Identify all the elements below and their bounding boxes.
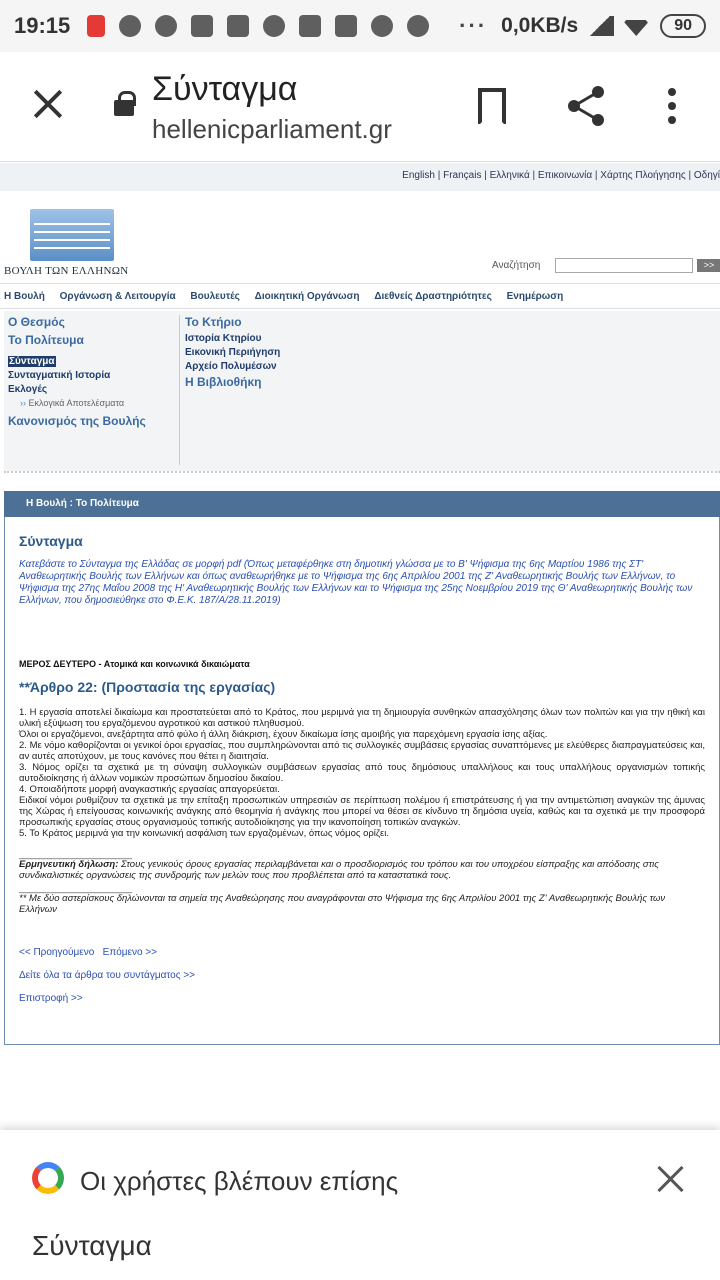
revision-note: ** Με δύο αστερίσκους δηλώνονται τα σημεία της Αναθεώρησης που αναγράφονται στο Ψήφισμα της 6ης Απριλίου 2001 της Ζ' Αναθεωρητικής Βουλής των Ελλήνων (19, 893, 666, 915)
submenu-constitution[interactable]: Σύνταγμα (9, 356, 55, 367)
youtube-icon-2 (227, 15, 249, 37)
language-links[interactable]: English | Français | Ελληνικά | Επικοινωνία | Χάρτης Πλοήγησης | Οδηγί (0, 163, 720, 191)
nav-item-news[interactable]: Ενημέρωση (506, 291, 564, 302)
submenu-building-history[interactable]: Ιστορία Κτηρίου (185, 333, 262, 344)
web-page (0, 163, 720, 1130)
status-time: 19:15 (14, 13, 71, 38)
article-paragraph: 4. Οποιαδήποτε μορφή αναγκαστικής εργασίας απαγορεύεται. (19, 784, 280, 795)
related-result[interactable]: Σύνταγμα (32, 1230, 152, 1261)
submenu-constitutional-history[interactable]: Συνταγματική Ιστορία (8, 370, 111, 381)
double-chevron-icon: ›› (20, 398, 29, 408)
separator-line-2: ____________________________ (19, 883, 132, 893)
close-sheet-icon[interactable] (656, 1164, 686, 1194)
separator-line: ____________________________ (19, 849, 132, 859)
page-title[interactable]: Σύνταγμα (152, 70, 298, 108)
submenu-column-2 (185, 315, 385, 393)
wifi-icon (622, 16, 650, 36)
browser-toolbar (0, 52, 720, 162)
nav-item-international[interactable]: Διεθνείς Δραστηριότητες (374, 291, 492, 302)
youtube-icon (191, 15, 213, 37)
interpretive-label: Ερμηνευτική δήλωση: (19, 859, 119, 870)
submenu-election-results[interactable]: ›› Εκλογικά Αποτελέσματα (20, 398, 125, 408)
article-heading: **Άρθρο 22: (Προστασία της εργασίας) (19, 679, 276, 695)
submenu-rules[interactable]: Κανονισμός της Βουλής (8, 414, 146, 428)
bookmark-icon[interactable] (478, 88, 506, 124)
page-url[interactable]: hellenicparliament.gr (152, 114, 392, 144)
article-paragraph: 1. Η εργασία αποτελεί δικαίωμα και προστατεύεται από το Κράτος, που μεριμνά για τη δημιουργία συνθηκών απασχόλησης όλων των πολιτών και για την ηθική και υλική εξύψωση του εργαζόμενου αγροτικού και αστικού πληθυσμού. (19, 707, 705, 729)
lock-icon[interactable] (114, 100, 134, 116)
interpretive-statement (19, 859, 705, 881)
content-title: Σύνταγμα (19, 533, 83, 549)
nav-item-organization[interactable]: Οργάνωση & Λειτουργία (59, 291, 176, 302)
submenu-elections[interactable]: Εκλογές (8, 384, 48, 395)
chrome-icon-2 (155, 15, 177, 37)
article-content (4, 517, 720, 1045)
parliament-building-icon (30, 209, 114, 261)
article-navigation (19, 947, 705, 1004)
submenu-building[interactable]: Το Κτήριο (185, 315, 242, 329)
breadcrumb[interactable]: Η Βουλή : Το Πολίτευμα (4, 491, 720, 517)
previous-link[interactable]: << Προηγούμενο (19, 947, 95, 958)
back-link[interactable]: Επιστροφή >> (19, 993, 83, 1004)
article-paragraph: Όλοι οι εργαζόμενοι, ανεξάρτητα από φύλο ή άλλη διάκριση, έχουν δικαίωμα ίσης αμοιβής για παρεχόμενη εργασία ίσης αξίας. (19, 729, 548, 740)
battery-icon: 90 (660, 14, 706, 38)
status-bar (0, 0, 720, 52)
submenu-virtual-tour[interactable]: Εικονική Περιήγηση (185, 347, 281, 358)
more-vert-icon[interactable] (668, 88, 678, 124)
more-notifications-icon: ··· (459, 13, 488, 38)
missed-call-icon (87, 15, 105, 37)
all-articles-link[interactable]: Δείτε όλα τα άρθρα του συντάγματος >> (19, 970, 196, 981)
messenger-icon (407, 15, 429, 37)
article-paragraph: 5. Το Κράτος μεριμνά για την κοινωνική ασφάλιση των εργαζομένων, όπως νόμος ορίζει. (19, 828, 390, 839)
camera-icon (371, 15, 393, 37)
article-paragraph: 3. Νόμος ορίζει τα σχετικά με τη σύναψη συλλογικών συμβάσεων εργασίας από τους δημόσιους υπαλλήλους και τους υπαλλήλους οργανισμών τοπικής αυτοδιοίκησης ή άλλων νομικών προσώπων δημοσίου δικαίου. (19, 762, 705, 784)
submenu-column-1 (8, 315, 180, 432)
network-speed: 0,0KB/s (501, 14, 579, 37)
part-heading: ΜΕΡΟΣ ΔΕΥΤΕΡΟ - Ατομικά και κοινωνικά δικαιώματα (19, 659, 250, 669)
parliament-logo[interactable] (4, 209, 140, 279)
submenu-polity[interactable]: Το Πολίτευμα (8, 333, 84, 347)
related-searches-sheet[interactable] (0, 1130, 720, 1280)
nav-item-administration[interactable]: Διοικητική Οργάνωση (254, 291, 360, 302)
logo-text: ΒΟΥΛΗ ΤΩΝ ΕΛΛΗΝΩΝ (4, 265, 129, 277)
close-icon[interactable] (30, 86, 66, 122)
nav-item-parliament[interactable]: Η Βουλή (4, 291, 45, 302)
submenu-media-archive[interactable]: Αρχείο Πολυμέσων (185, 361, 277, 372)
submenu-institution[interactable]: Ο Θεσμός (8, 315, 65, 329)
search-label: Αναζήτηση (492, 260, 541, 271)
chrome-icon (119, 15, 141, 37)
trash-icon (299, 15, 321, 37)
search-button[interactable]: >> (697, 259, 720, 272)
signal-icon (586, 16, 614, 36)
article-paragraph: Ειδικοί νόμοι ρυθμίζουν τα σχετικά με την επίταξη προσωπικών υπηρεσιών σε περίπτωση πολέμου ή επιστράτευσης ή για την αντιμετώπιση αναγκών της άμυνας της Χώρας ή επείγουσας κοινωνικής ανάγκης από θεομηνία ή ανάγκης που μπορεί να θέσει σε κίνδυνο τη δημόσια υγεία, καθώς και τα σχετικά με την προσφορά προσωπικής εργασίας στους οργανισμούς τοπικής αυτοδιοίκησης για την ικανοποίηση τοπικών αναγκών. (19, 795, 705, 828)
dotted-divider (4, 471, 720, 475)
related-searches-label: Οι χρήστες βλέπουν επίσης (80, 1166, 399, 1196)
pdf-download-link[interactable]: Κατεβάστε το Σύνταγμα της Ελλάδας σε μορφή pdf (Όπως μεταφέρθηκε στη δημοτική γλώσσα με το Β' Ψήφισμα της 6ης Μαρτίου 1986 της ΣΤ' Αναθεωρητικής Βουλής των Ελλήνων και όπως αναθεωρήθηκε με το Ψήφισμα της 6ης Απριλίου 2001 της Ζ' Αναθεωρητικής Βουλής των Ελλήνων, το Ψήφισμα της 27ης Μαΐου 2008 της Η' Αναθεωρητικής Βουλής των Ελλήνων και το Ψήφισμα της 25ης Νοεμβρίου 2019 της Θ' Αναθεωρητικής Βουλής των Ελλήνων, που δημοσιεύθηκε στο Φ.Ε.Κ. 187/Α/28.11.2019) (19, 559, 693, 606)
submenu-library[interactable]: Η Βιβλιοθήκη (185, 375, 262, 389)
google-icon (32, 1162, 64, 1194)
article-paragraph: 2. Με νόμο καθορίζονται οι γενικοί όροι εργασίας, που συμπληρώνονται από τις συλλογικές συμβάσεις εργασίας συναπτόμενες με ελεύθερες διαπραγματεύσεις και, αν αυτές αποτύχουν, με τους κανόνες που θέτει η διαιτησία. (19, 740, 705, 762)
submenu-panel (4, 311, 720, 471)
next-link[interactable]: Επόμενο >> (102, 947, 158, 958)
main-nav (0, 283, 720, 309)
nav-item-mps[interactable]: Βουλευτές (190, 291, 240, 302)
cloud-icon (263, 15, 285, 37)
search-input[interactable] (555, 258, 693, 273)
submenu-divider (179, 315, 180, 465)
trash-icon-2 (335, 15, 357, 37)
interpretive-text: Στους γενικούς όρους εργασίας περιλαμβάνεται και ο προσδιορισμός του τρόπου και του υποχρέου είσπραξης και απόδοσης στις συνδικαλιστικές οργανώσεις της συνδρομής των μελών τους που προβλέπεται από τα καταστατικά τους. (19, 859, 659, 881)
share-icon[interactable] (568, 86, 608, 126)
